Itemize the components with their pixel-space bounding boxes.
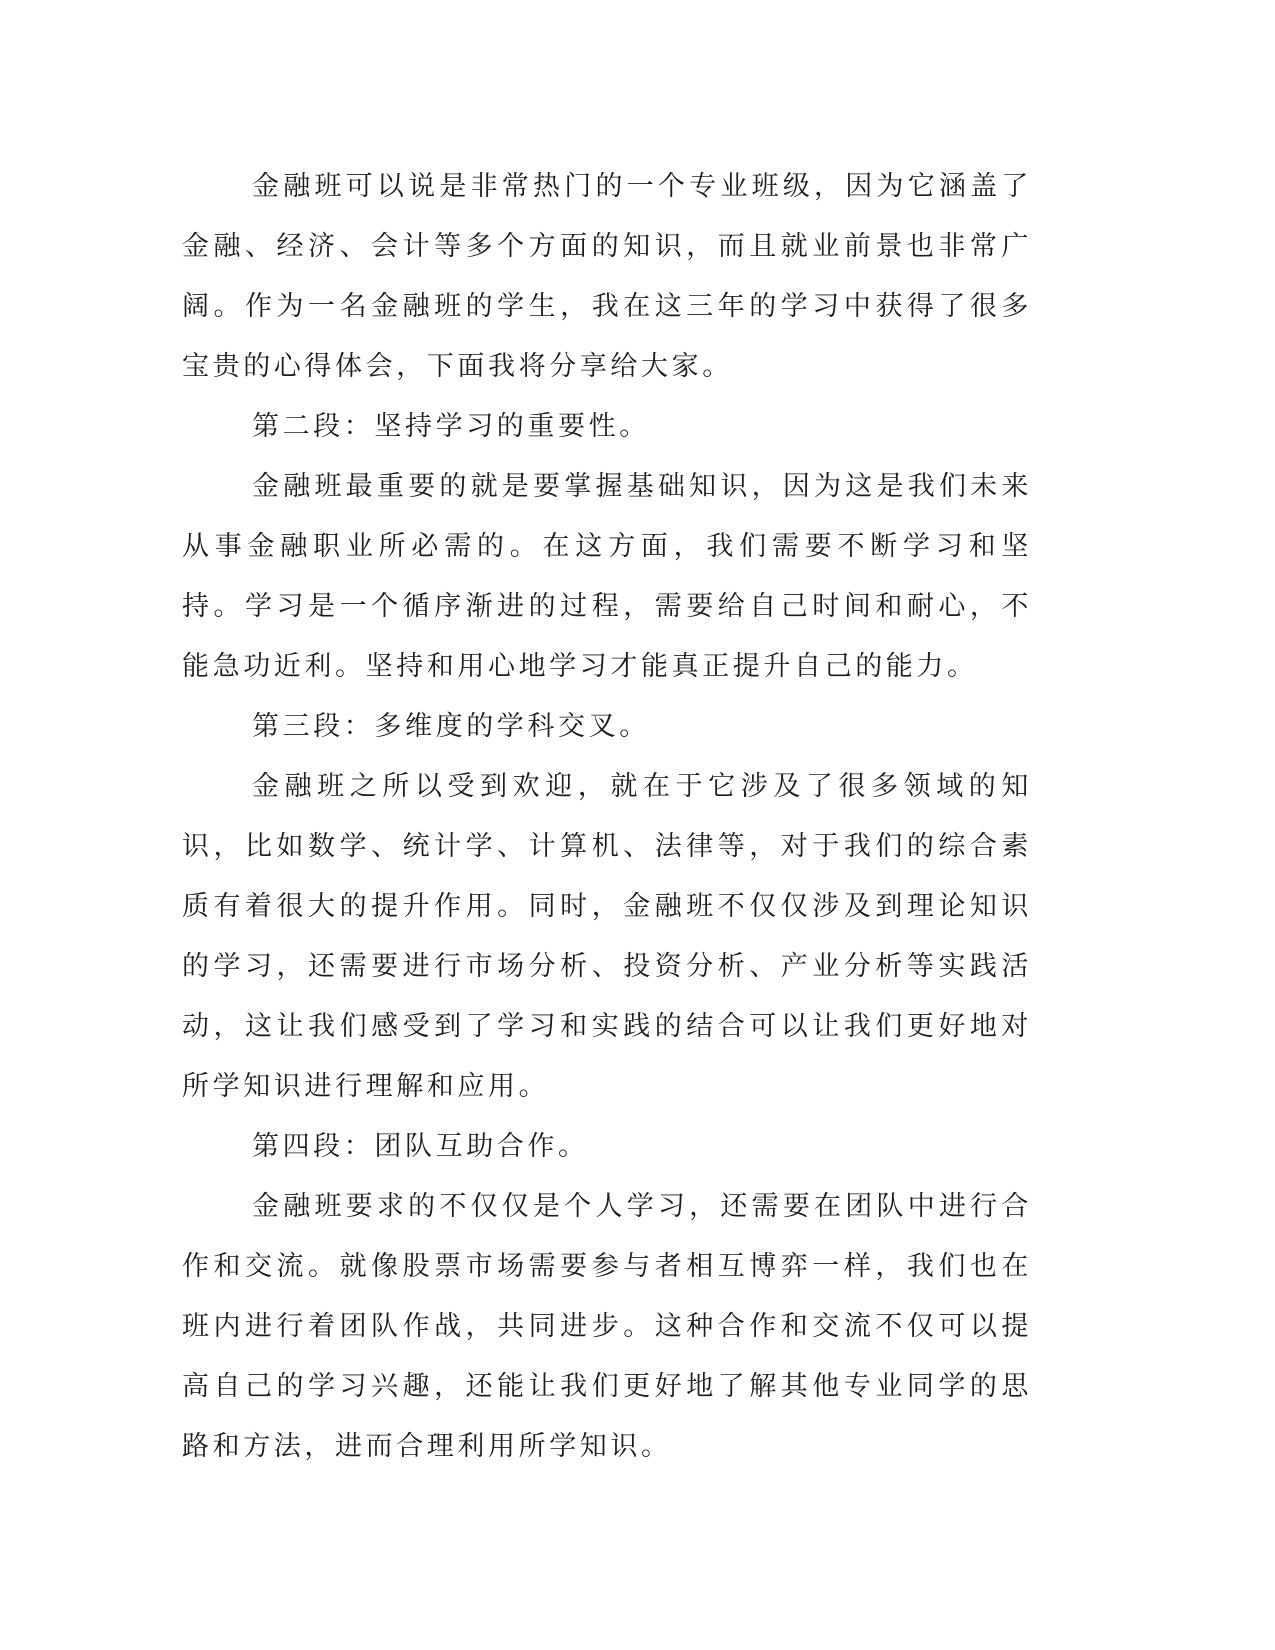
paragraph-teamwork: 金融班要求的不仅仅是个人学习，还需要在团队中进行合作和交流。就像股票市场需要参与者相互博弈一样，我们也在班内进行着团队作战，共同进步。这种合作和交流不仅可以提高自己的学习兴趣，还能让我们更好地了解其他专业同学的思路和方法，进而合理利用所学知识。 bbox=[182, 1191, 1032, 1462]
paragraph-intro: 金融班可以说是非常热门的一个专业班级，因为它涵盖了金融、经济、会计等多个方面的知识，而且就业前景也非常广阔。作为一名金融班的学生，我在这三年的学习中获得了很多宝贵的心得体会，下面我将分享给大家。 bbox=[182, 171, 1032, 382]
document-body bbox=[182, 157, 1032, 1477]
section-heading-2: 第二段：坚持学习的重要性。 bbox=[252, 411, 650, 442]
paragraph-study: 金融班最重要的就是要掌握基础知识，因为这是我们未来从事金融职业所必需的。在这方面，我们需要不断学习和坚持。学习是一个循序渐进的过程，需要给自己时间和耐心，不能急功近利。坚持和用心地学习才能真正提升自己的能力。 bbox=[182, 471, 1032, 682]
paragraph-interdisciplinary: 金融班之所以受到欢迎，就在于它涉及了很多领域的知识，比如数学、统计学、计算机、法律等，对于我们的综合素质有着很大的提升作用。同时，金融班不仅仅涉及到理论知识的学习，还需要进行市场分析、投资分析、产业分析等实践活动，这让我们感受到了学习和实践的结合可以让我们更好地对所学知识进行理解和应用。 bbox=[182, 771, 1032, 1102]
section-heading-4: 第四段：团队互助合作。 bbox=[252, 1131, 589, 1162]
section-heading-3: 第三段：多维度的学科交叉。 bbox=[252, 711, 650, 742]
